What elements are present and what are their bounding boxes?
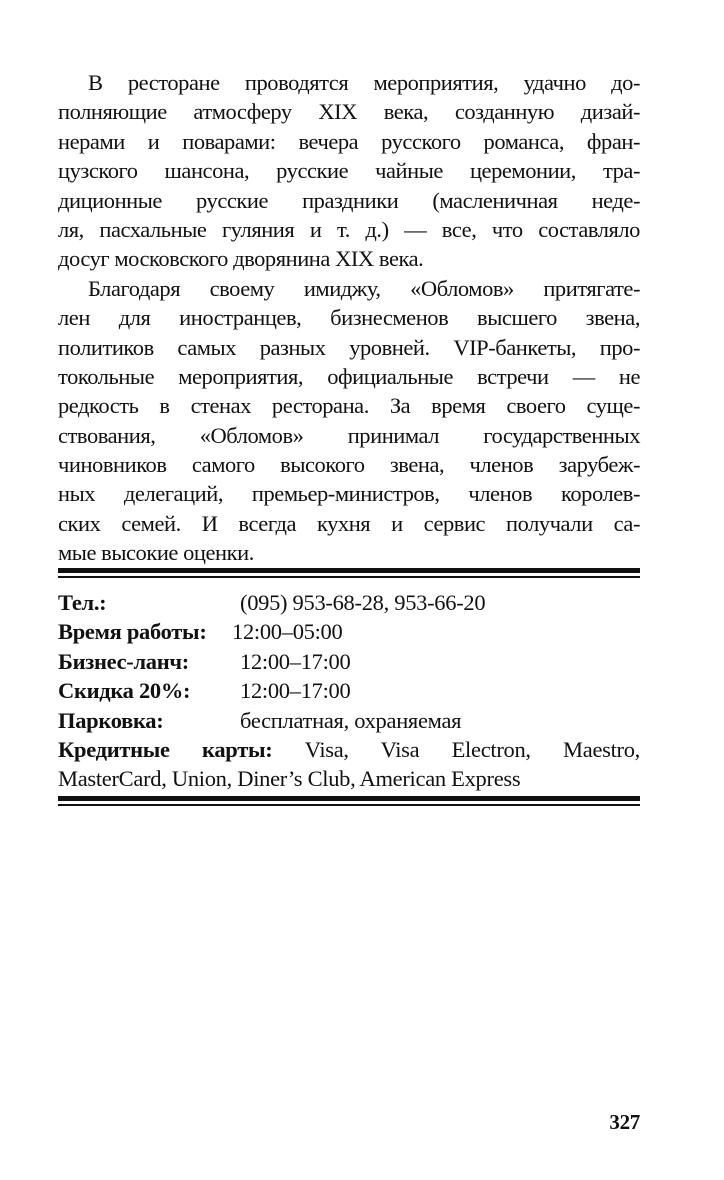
divider-thick-line — [58, 796, 640, 801]
text-line: политиков самых разных уровней. VIP-банкеты, про- — [58, 334, 640, 360]
parking-label: Парковка: — [58, 707, 164, 733]
info-block — [58, 588, 640, 794]
text-line: мые высокие оценки. — [58, 540, 254, 566]
hours-value: 12:00–05:00 — [232, 619, 343, 645]
hours-row — [58, 617, 640, 646]
top-divider — [58, 568, 640, 578]
phone-value: (095) 953-68-28, 953-66-20 — [240, 590, 486, 615]
text-line: чиновников самого высокого звена, членов зарубеж- — [58, 452, 640, 478]
text-line: нерами и поварами: вечера русского романса, фран- — [58, 128, 640, 154]
parking-value: бесплатная, охраняемая — [240, 707, 462, 733]
divider-thin-line — [58, 804, 640, 806]
lunch-row — [58, 647, 640, 676]
cards-label: Кредитные карты: — [58, 736, 273, 762]
text-line: досуг московского дворянина XIX века. — [58, 246, 424, 272]
hours-label: Время работы: — [58, 619, 207, 645]
text-line: диционные русские праздники (масленичная неде- — [58, 187, 640, 213]
text-line: ских семей. И всегда кухня и сервис получали са- — [58, 510, 640, 536]
discount-value: 12:00–17:00 — [240, 678, 351, 704]
text-line: Благодаря своему имиджу, «Обломов» притягате- — [88, 275, 640, 301]
phone-row — [58, 588, 640, 617]
lunch-value: 12:00–17:00 — [240, 648, 351, 674]
page-number: 327 — [609, 1110, 640, 1134]
paragraph-1 — [58, 68, 640, 274]
text-line: лен для иностранцев, бизнесменов высшего звена, — [58, 305, 640, 331]
text-line: цузского шансона, русские чайные церемонии, тра- — [58, 158, 640, 184]
body-text — [58, 68, 640, 568]
text-line: ных делегаций, премьер-министров, членов королев- — [58, 481, 640, 507]
phone-label: Тел.: — [58, 590, 107, 615]
text-line: В ресторане проводятся мероприятия, удачно до- — [88, 70, 640, 95]
discount-row — [58, 676, 640, 705]
lunch-label: Бизнес-ланч: — [58, 648, 190, 674]
cards-row — [58, 735, 640, 794]
parking-row — [58, 706, 640, 735]
cards-line-1 — [58, 735, 640, 764]
text-line: ля, пасхальные гуляния и т. д.) — все, что составляло — [58, 216, 640, 242]
text-line: редкость в стенах ресторана. За время своего суще- — [58, 393, 640, 419]
cards-value-1: Visa, Visa Electron, Maestro, — [304, 736, 640, 762]
text-line: токольные мероприятия, официальные встречи — не — [58, 363, 640, 389]
bottom-divider — [58, 796, 640, 809]
text-line: ствования, «Обломов» принимал государственных — [58, 422, 640, 448]
text-line: полняющие атмосферу XIX века, созданную дизай- — [58, 99, 640, 125]
discount-label: Скидка 20%: — [58, 678, 191, 704]
paragraph-2 — [58, 274, 640, 568]
divider-thin-line — [58, 576, 640, 578]
divider-thick-line — [58, 568, 640, 573]
cards-value-2: MasterCard, Union, Diner’s Club, American Express — [58, 766, 521, 792]
